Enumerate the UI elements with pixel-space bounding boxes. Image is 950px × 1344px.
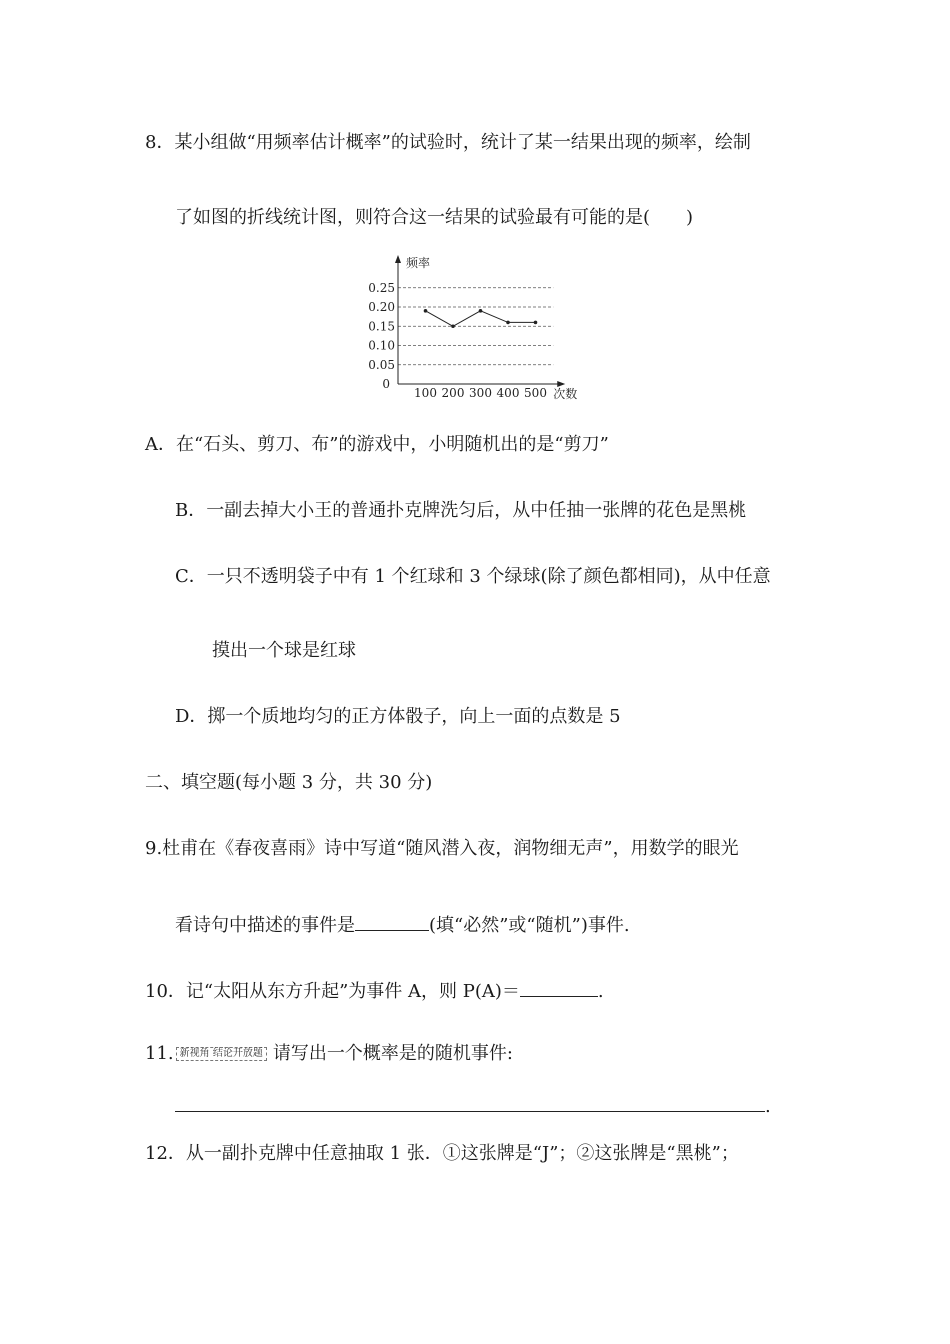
- q9-line2: [175, 912, 630, 938]
- option-d: D．掷一个质地均匀的正方体骰子，向上一面的点数是 5: [175, 706, 621, 727]
- q11-answer-blank[interactable]: [175, 1093, 765, 1112]
- y-tick-label: 0.20: [368, 300, 395, 314]
- q12-line1: 12．从一副扑克牌中任意抽取 1 张．①这张牌是“J”；②这张牌是“黑桃”；: [145, 1143, 739, 1164]
- y-axis-label: 频率: [406, 256, 431, 270]
- data-point: [424, 309, 428, 313]
- option-c-line2: 摸出一个球是红球: [212, 640, 356, 661]
- q11-end: .: [765, 1096, 771, 1117]
- origin-label: 0: [382, 377, 390, 391]
- y-tick-label: 0.25: [368, 280, 395, 295]
- q10-post: .: [597, 981, 604, 1002]
- data-point: [479, 309, 483, 313]
- option-c-line1: C．一只不透明袋子中有 1 个红球和 3 个绿球(除了颜色都相同)，从中任意: [175, 566, 771, 587]
- q10-pre: 10．记“太阳从东方升起”为事件 A，则 P(A)＝: [145, 981, 520, 1002]
- q11-text: 请写出一个概率是的随机事件:: [272, 1043, 513, 1064]
- q11-line: [145, 1042, 513, 1066]
- y-tick-label: 0.15: [368, 319, 395, 334]
- section-heading: 二、填空题(每小题 3 分，共 30 分): [145, 772, 433, 793]
- y-tick-label: 0.10: [368, 338, 395, 353]
- y-axis-arrow: [395, 255, 401, 263]
- x-tick-label: 400: [496, 386, 520, 400]
- x-tick-label: 300: [469, 386, 492, 400]
- y-tick-label: 0.05: [368, 357, 395, 372]
- data-point: [451, 324, 455, 328]
- q9-pre: 看诗句中描述的事件是: [175, 915, 355, 936]
- series-line: [426, 311, 536, 326]
- option-a: A．在“石头、剪刀、布”的游戏中，小明随机出的是“剪刀”: [145, 434, 609, 455]
- data-point: [534, 321, 538, 325]
- q9-answer-blank[interactable]: [355, 912, 429, 931]
- data-point: [506, 321, 510, 325]
- q11-number: 11.: [145, 1043, 174, 1064]
- q9-line1: 9.杜甫在《春夜喜雨》诗中写道“随风潜入夜，润物细无声”，用数学的眼光: [145, 838, 739, 859]
- q10-answer-blank[interactable]: [520, 978, 598, 997]
- x-tick-label: 500: [524, 386, 547, 400]
- option-b: B．一副去掉大小王的普通扑克牌洗匀后，从中任抽一张牌的花色是黑桃: [175, 500, 747, 521]
- frequency-chart: [360, 252, 590, 400]
- x-axis-label: 次数: [553, 387, 578, 400]
- frequency-line-chart: [360, 252, 590, 400]
- x-tick-label: 200: [441, 386, 465, 400]
- x-tick-label: 100: [414, 386, 437, 400]
- q11-answer-line: [175, 1093, 771, 1119]
- q8-line2: 了如图的折线统计图，则符合这一结果的试验最有可能的是( ): [175, 207, 694, 228]
- q11-badge: 新视角 结论开放题: [176, 1047, 267, 1061]
- q9-post: (填“必然”或“随机”)事件.: [429, 915, 630, 936]
- q10-line: [145, 978, 604, 1004]
- q8-line1: 8．某小组做“用频率估计概率”的试验时，统计了某一结果出现的频率，绘制: [145, 132, 751, 153]
